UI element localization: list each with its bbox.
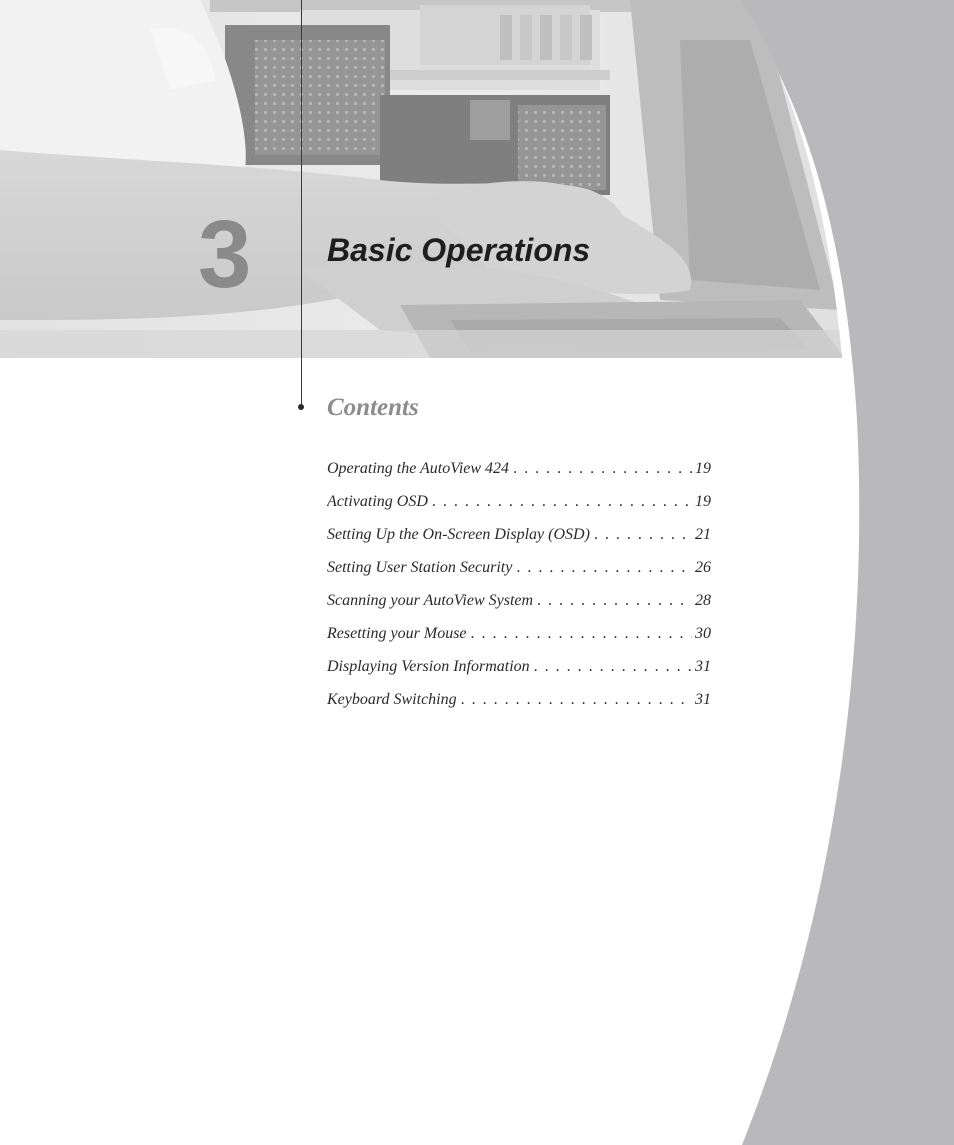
toc-entry[interactable]	[327, 491, 711, 524]
toc-leader-dots	[513, 458, 692, 480]
toc-entry-title: Scanning your AutoView System	[327, 592, 534, 609]
toc-entry-title: Keyboard Switching	[327, 691, 457, 708]
toc-leader-dots	[516, 557, 692, 579]
header-photo	[0, 0, 954, 360]
toc-leader-dots	[537, 590, 692, 612]
toc-leader-dots	[471, 623, 692, 645]
toc-entry-page: 19	[695, 460, 711, 477]
toc-entry[interactable]	[327, 524, 711, 557]
toc-leader-dots	[461, 689, 692, 711]
toc-entry-page: 19	[695, 493, 711, 510]
toc-leader-dots	[432, 491, 692, 513]
rule-bullet	[298, 404, 304, 410]
chapter-title: Basic Operations	[327, 232, 591, 268]
toc-entry[interactable]	[327, 590, 711, 623]
contents-heading: Contents	[327, 394, 419, 421]
toc-entry-page: 28	[695, 592, 711, 609]
chapter-number: 3	[198, 201, 252, 308]
toc-entry[interactable]	[327, 623, 711, 656]
toc-entry-page: 21	[695, 526, 711, 543]
toc-entry-title: Setting User Station Security	[327, 559, 513, 576]
toc-entry-page: 31	[695, 658, 711, 675]
toc-entry-title: Activating OSD	[327, 493, 428, 510]
toc-entry-page: 30	[695, 625, 711, 642]
toc-entry-title: Displaying Version Information	[327, 658, 530, 675]
toc-entry-title: Setting Up the On-Screen Display (OSD)	[327, 526, 590, 543]
toc-leader-dots	[534, 656, 692, 678]
toc-entry-page: 31	[695, 691, 711, 708]
toc-entry-page: 26	[695, 559, 711, 576]
vertical-rule	[301, 0, 302, 408]
toc-entry-title: Resetting your Mouse	[327, 625, 467, 642]
toc-entry[interactable]	[327, 689, 711, 722]
toc-entry[interactable]	[327, 458, 711, 491]
toc-entry[interactable]	[327, 557, 711, 590]
toc-entry-title: Operating the AutoView 424	[327, 460, 510, 477]
table-of-contents	[327, 458, 711, 722]
toc-entry[interactable]	[327, 656, 711, 689]
toc-leader-dots	[594, 524, 692, 546]
